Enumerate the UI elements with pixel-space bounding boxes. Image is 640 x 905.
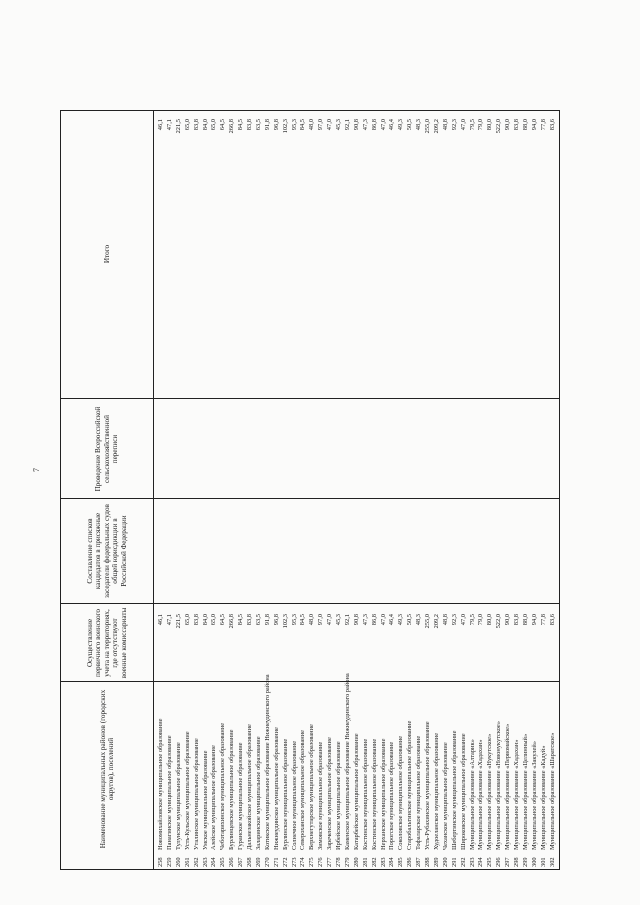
row-name: Муниципальное образование «Первомайское»: [504, 723, 512, 850]
table-row: [174, 111, 183, 869]
row-primary-registration-value: 48,0: [308, 614, 316, 626]
row-number: 285: [397, 857, 405, 867]
header-primary-registration: Осуществление первичного воинского учета на территориях, где отсутствуют военные комиссариаты: [85, 607, 128, 679]
row-name: Панагинское муниципальное образование: [165, 735, 173, 850]
row-total-value: 47,3: [361, 119, 369, 131]
table-row: [503, 111, 512, 869]
row-primary-registration-value: 266,8: [228, 614, 236, 629]
table-row: [254, 111, 263, 869]
row-primary-registration-value: 92,1: [343, 614, 351, 626]
table-row: [414, 111, 423, 869]
table-row: [450, 111, 459, 869]
row-primary-registration-value: 86,8: [370, 614, 378, 626]
row-name: Дальнезакойское муниципальное образование: [246, 724, 253, 850]
row-total-value: 46,4: [388, 119, 396, 131]
row-total-value: 221,5: [174, 119, 182, 134]
row-name: Чеханское муниципальное образование: [441, 742, 449, 850]
row-total-value: 50,5: [406, 119, 414, 131]
table-row: [192, 111, 201, 869]
table-row: [512, 111, 521, 869]
row-primary-registration-value: 63,5: [254, 614, 262, 626]
table-row: [361, 111, 370, 869]
row-total-value: 45,3: [335, 119, 342, 131]
table-row: [236, 111, 245, 869]
row-total-value: 522,0: [495, 119, 503, 134]
header-census: Проведение Всероссийской сельскохозяйственной переписи: [94, 406, 120, 492]
table-row: [281, 111, 290, 869]
row-number: 271: [272, 857, 280, 867]
row-primary-registration-value: 46,1: [157, 614, 164, 626]
row-name: Муниципальное образование «Закулей»: [530, 741, 538, 850]
row-primary-registration-value: 50,5: [406, 614, 414, 626]
row-total-value: 65,0: [183, 119, 191, 131]
table-row: [263, 111, 272, 869]
row-name: Тофаларское муниципальное образование: [415, 735, 423, 850]
row-total-value: 83,8: [192, 119, 200, 131]
row-total-value: 90,8: [352, 119, 360, 131]
row-total-value: 84,0: [201, 119, 209, 131]
row-primary-registration-value: 83,6: [548, 614, 556, 626]
row-name: Шебертинское муниципальное образование: [450, 730, 458, 850]
row-total-value: 84,5: [299, 119, 307, 131]
row-name: Старобальтинское муниципальное образование: [406, 720, 414, 850]
row-name: Нерханское муниципальное образование: [379, 738, 387, 850]
row-number: 296: [495, 857, 503, 867]
header-name: Наименование муниципальных районов (городских округов), поселений: [98, 689, 115, 849]
row-number: 293: [468, 857, 476, 867]
row-total-value: 88,0: [521, 119, 529, 131]
row-name: Муниципальное образование «Новонукутское»: [495, 721, 503, 850]
row-primary-registration-value: 95,3: [290, 614, 298, 626]
row-total-value: 48,0: [308, 119, 316, 131]
row-total-value: 47,0: [326, 119, 334, 131]
row-number: 295: [486, 857, 494, 867]
row-total-value: 209,2: [432, 119, 440, 134]
row-name: Порогское муниципальное образование: [388, 741, 396, 850]
row-primary-registration-value: 48,8: [441, 614, 449, 626]
row-number: 261: [183, 857, 191, 867]
row-primary-registration-value: 46,4: [388, 614, 396, 626]
row-name: Североханское муниципальное образование: [299, 730, 307, 850]
row-primary-registration-value: 48,3: [415, 614, 423, 626]
row-name: Ирбейское муниципальное образование: [335, 741, 342, 850]
row-name: Усть-Рубахинское муниципальное образование: [424, 721, 431, 850]
header-divider: [153, 111, 154, 869]
table-row: [423, 111, 432, 869]
row-number: 258: [157, 857, 164, 867]
row-number: 266: [228, 857, 236, 867]
row-total-value: 47,0: [379, 119, 387, 131]
table-row: [183, 111, 192, 869]
row-primary-registration-value: 64,5: [219, 614, 227, 626]
row-total-value: 47,0: [459, 119, 467, 131]
row-total-value: 49,3: [397, 119, 405, 131]
row-total-value: 65,0: [210, 119, 218, 131]
row-number: 279: [343, 857, 351, 867]
table-row: [476, 111, 485, 869]
row-name: Гуранское муниципальное образование: [237, 742, 245, 850]
row-number: 290: [441, 857, 449, 867]
row-number: 263: [201, 857, 209, 867]
table-row: [530, 111, 539, 869]
row-primary-registration-value: 92,3: [450, 614, 458, 626]
row-name: Худоеланское муниципальное образование: [432, 732, 440, 850]
row-name: Костинское муниципальное образование: [370, 738, 378, 850]
row-number: 291: [450, 857, 458, 867]
row-primary-registration-value: 65,0: [210, 614, 218, 626]
table-row: [405, 111, 414, 869]
row-number: 289: [432, 857, 440, 867]
row-total-value: 84,5: [237, 119, 245, 131]
row-total-value: 94,0: [530, 119, 538, 131]
page-number: 7: [32, 468, 41, 472]
row-total-value: 83,6: [548, 119, 556, 131]
row-number: 273: [290, 857, 298, 867]
row-name: Усть-Кульское муниципальное образование: [183, 731, 191, 850]
table-row: [459, 111, 468, 869]
table-row: [379, 111, 388, 869]
row-primary-registration-value: 221,5: [174, 614, 182, 629]
row-primary-registration-value: 97,0: [317, 614, 325, 626]
row-number: 280: [352, 857, 360, 867]
row-number: 259: [165, 857, 173, 867]
row-primary-registration-value: 102,3: [281, 614, 289, 629]
row-name: Каменское муниципальное образование Нижнеудинского района: [343, 673, 351, 850]
row-primary-registration-value: 49,3: [397, 614, 405, 626]
table-row: [343, 111, 352, 869]
row-primary-registration-value: 84,5: [237, 614, 245, 626]
row-name: Умское муниципальное образование: [201, 750, 209, 850]
row-number: 262: [192, 857, 200, 867]
row-primary-registration-value: 47,3: [361, 614, 369, 626]
row-total-value: 266,8: [228, 119, 236, 134]
table-row: [325, 111, 334, 869]
row-total-value: 86,8: [370, 119, 378, 131]
row-primary-registration-value: 96,8: [272, 614, 280, 626]
row-number: 284: [388, 857, 396, 867]
table-row: [396, 111, 405, 869]
row-primary-registration-value: 209,2: [432, 614, 440, 629]
budget-table: [60, 110, 560, 870]
row-primary-registration-value: 80,0: [486, 614, 494, 626]
row-number: 301: [539, 857, 547, 867]
row-name: Муниципальное образование «Нукутское»: [486, 733, 494, 850]
table-row: [298, 111, 307, 869]
table-row: [290, 111, 299, 869]
table-row: [165, 111, 174, 869]
table-row: [209, 111, 218, 869]
row-total-value: 92,1: [343, 119, 351, 131]
row-number: 300: [530, 857, 538, 867]
header-total: Итого: [102, 244, 111, 264]
table-row: [485, 111, 494, 869]
row-name: Зимовское муниципальное образование: [317, 741, 325, 850]
row-name: Катарбейское муниципальное образование: [352, 733, 360, 850]
row-name: Костинское муниципальное образование: [361, 738, 369, 850]
row-number: 264: [210, 857, 218, 867]
row-total-value: 83,8: [513, 119, 520, 131]
row-primary-registration-value: 45,3: [335, 614, 342, 626]
table-row: [218, 111, 227, 869]
row-name: Верхнегутарское муниципальное образование: [308, 724, 316, 850]
row-primary-registration-value: 90,8: [352, 614, 360, 626]
row-number: 270: [263, 857, 271, 867]
row-primary-registration-value: 47,0: [326, 614, 334, 626]
row-total-value: 83,8: [246, 119, 253, 131]
row-number: 283: [379, 857, 387, 867]
table-row: [227, 111, 236, 869]
row-number: 267: [237, 857, 245, 867]
row-number: 299: [521, 857, 529, 867]
table-row: [548, 111, 557, 869]
row-name: Соколовское муниципальное образование: [397, 735, 405, 850]
table-row: [352, 111, 361, 869]
row-number: 297: [504, 857, 512, 867]
row-total-value: 92,3: [450, 119, 458, 131]
row-primary-registration-value: 83,8: [513, 614, 520, 626]
table-row: [201, 111, 210, 869]
row-primary-registration-value: 83,8: [192, 614, 200, 626]
table-row: [441, 111, 450, 869]
table-row: [387, 111, 396, 869]
row-name: Бурлинцевское муниципальное образование: [228, 729, 236, 850]
row-name: Солнечное муниципальное образование: [290, 740, 298, 850]
row-name: Бурлинское муниципальное образование: [281, 738, 289, 850]
row-primary-registration-value: 47,0: [459, 614, 467, 626]
row-number: 281: [361, 857, 369, 867]
row-total-value: 102,3: [281, 119, 289, 134]
row-total-value: 95,3: [290, 119, 298, 131]
row-name: Муниципальное образование «Хадахан»: [477, 739, 485, 850]
table-row: [334, 111, 343, 869]
table-row: [307, 111, 316, 869]
table-row: [245, 111, 254, 869]
table-row: [370, 111, 379, 869]
row-primary-registration-value: 88,0: [521, 614, 529, 626]
row-total-value: 80,0: [486, 119, 494, 131]
row-number: 292: [459, 857, 467, 867]
table-row: [468, 111, 477, 869]
row-name: Тулунское муниципальное образование: [174, 742, 182, 850]
row-name: Муниципальное образование «Целинный»: [521, 733, 529, 850]
row-total-value: 63,5: [254, 119, 262, 131]
row-number: 288: [424, 857, 431, 867]
row-primary-registration-value: 83,8: [246, 614, 253, 626]
row-primary-registration-value: 47,0: [379, 614, 387, 626]
row-total-value: 48,3: [415, 119, 423, 131]
row-total-value: 79,5: [468, 119, 476, 131]
row-primary-registration-value: 91,8: [263, 614, 271, 626]
row-name: Широковское муниципальное образование: [459, 733, 467, 850]
row-total-value: 96,8: [272, 119, 280, 131]
row-name: Уталинское муниципальное образование: [192, 738, 200, 850]
row-number: 287: [415, 857, 423, 867]
row-primary-registration-value: 90,0: [504, 614, 512, 626]
table-row: [272, 111, 281, 869]
row-total-value: 255,0: [424, 119, 431, 134]
row-primary-registration-value: 79,5: [468, 614, 476, 626]
row-name: Нижнеудинское муниципальное образование: [272, 727, 280, 850]
row-number: 302: [548, 857, 556, 867]
row-name: Чеботарихинское муниципальное образование: [219, 722, 227, 850]
row-total-value: 79,0: [477, 119, 485, 131]
row-name: Муниципальное образование «Хадахан»: [513, 739, 520, 850]
row-number: 298: [513, 857, 520, 867]
row-total-value: 46,1: [157, 119, 164, 131]
table-row: [494, 111, 503, 869]
row-total-value: 90,0: [504, 119, 512, 131]
row-primary-registration-value: 94,0: [530, 614, 538, 626]
scan-edge: [626, 0, 632, 905]
table-row: [156, 111, 165, 869]
row-number: 265: [219, 857, 227, 867]
row-primary-registration-value: 255,0: [424, 614, 431, 629]
row-number: 269: [254, 857, 262, 867]
row-primary-registration-value: 47,1: [165, 614, 173, 626]
row-name: Азейское муниципальное образование: [210, 745, 218, 850]
row-number: 282: [370, 857, 378, 867]
row-name: Муниципальное образование «Кадуй»: [539, 745, 547, 850]
row-total-value: 97,0: [317, 119, 325, 131]
row-primary-registration-value: 65,0: [183, 614, 191, 626]
row-number: 278: [335, 857, 342, 867]
row-number: 294: [477, 857, 485, 867]
row-name: Новомихайловское муниципальное образование: [157, 718, 164, 850]
row-total-value: 48,8: [441, 119, 449, 131]
row-primary-registration-value: 79,0: [477, 614, 485, 626]
table-row: [432, 111, 441, 869]
row-primary-registration-value: 77,8: [539, 614, 547, 626]
row-number: 275: [308, 857, 316, 867]
row-number: 274: [299, 857, 307, 867]
row-name: Муниципальное образование «Шаратское»: [548, 732, 556, 850]
row-total-value: 91,8: [263, 119, 271, 131]
row-number: 276: [317, 857, 325, 867]
table-row: [316, 111, 325, 869]
header-jurors: Составление списков кандидатов в присяжные заседатели федеральных судов общей юрисдикции в Российской Федерации: [85, 504, 128, 598]
row-primary-registration-value: 84,0: [201, 614, 209, 626]
row-name: Котикское муниципальное образование Нижнеудинского района: [263, 674, 271, 850]
row-name: Муниципальное образование «Алтарик»: [468, 739, 476, 850]
table-row: [521, 111, 530, 869]
row-total-value: 77,8: [539, 119, 547, 131]
row-number: 286: [406, 857, 414, 867]
row-total-value: 64,5: [219, 119, 227, 131]
row-number: 268: [246, 857, 253, 867]
row-total-value: 47,1: [165, 119, 173, 131]
row-name: Заларинское муниципальное образование: [254, 736, 262, 850]
table-row: [539, 111, 548, 869]
row-number: 260: [174, 857, 182, 867]
row-name: Зареченское муниципальное образование: [326, 737, 334, 850]
row-number: 272: [281, 857, 289, 867]
row-primary-registration-value: 522,0: [495, 614, 503, 629]
row-primary-registration-value: 84,5: [299, 614, 307, 626]
row-number: 277: [326, 857, 334, 867]
